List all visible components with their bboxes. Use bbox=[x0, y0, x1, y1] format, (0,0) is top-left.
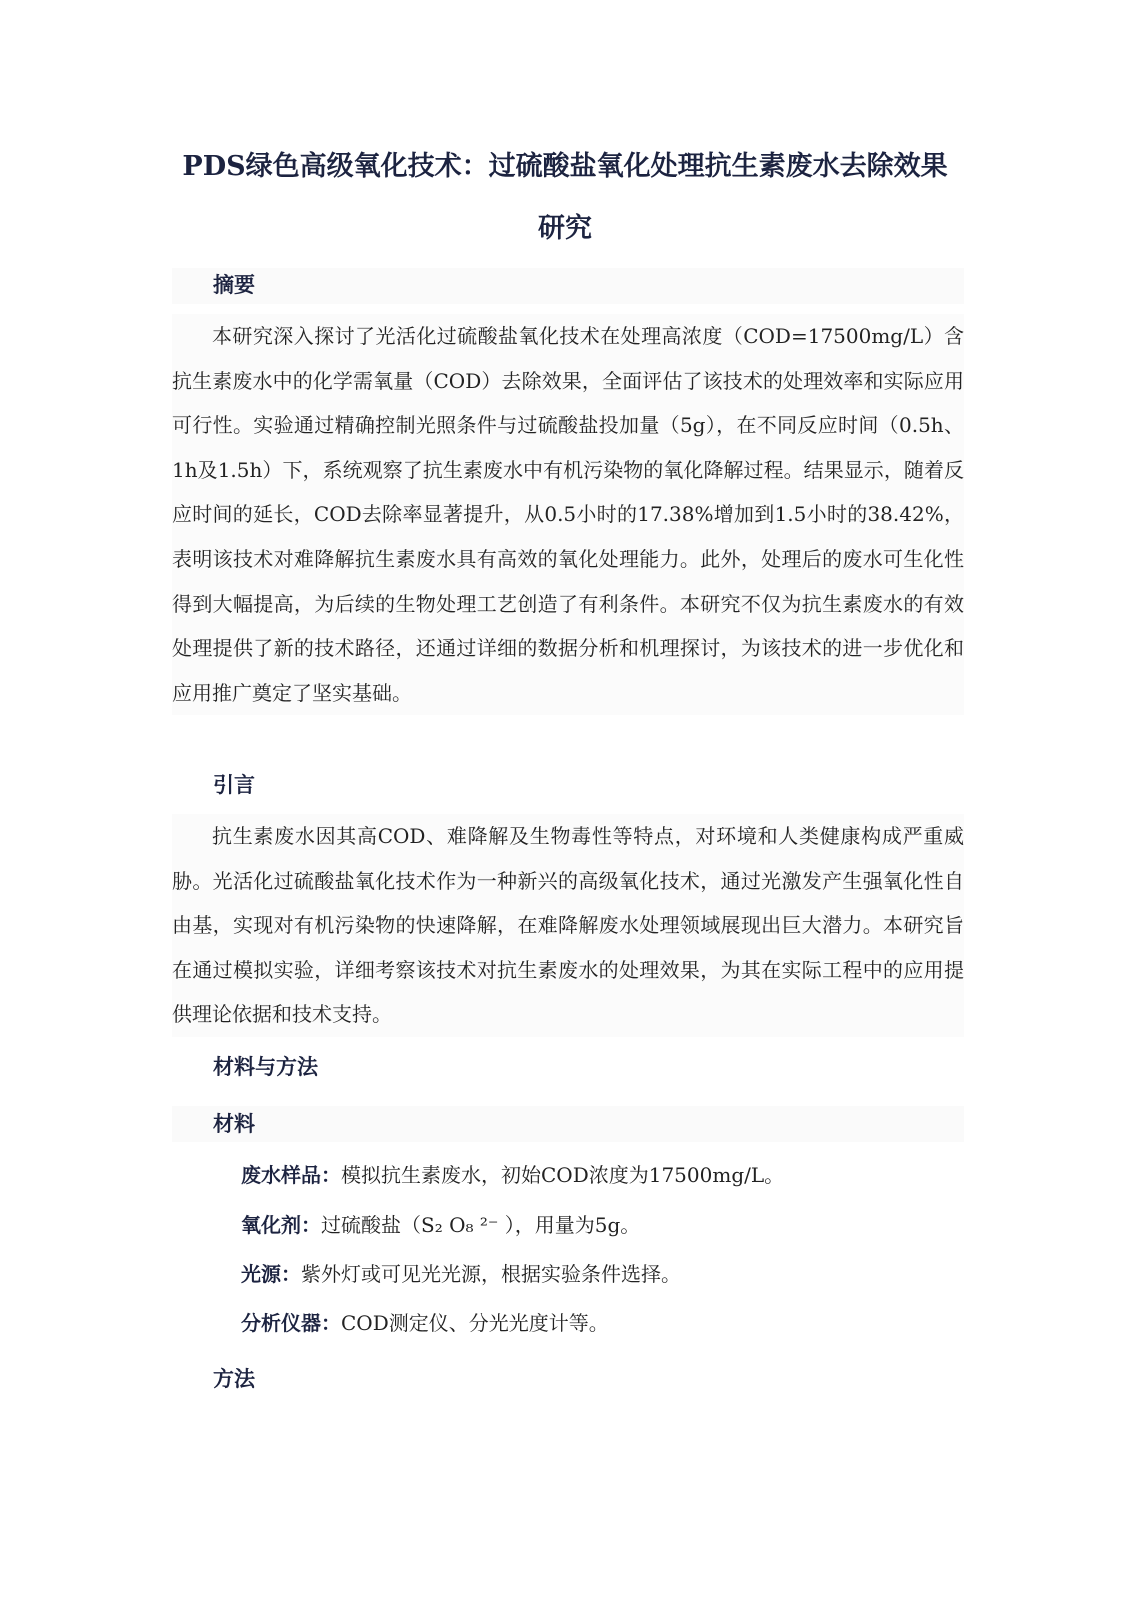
material-item-wastewater bbox=[241, 1160, 784, 1190]
material-item-oxidant bbox=[241, 1210, 640, 1240]
material-item-instruments bbox=[241, 1308, 609, 1338]
material-value: 模拟抗生素废水，初始COD浓度为17500mg/L。 bbox=[341, 1163, 785, 1187]
materials-heading-shade bbox=[172, 1106, 964, 1142]
method-heading: 方法 bbox=[213, 1366, 255, 1391]
material-key: 分析仪器： bbox=[241, 1311, 341, 1335]
materials-heading: 材料 bbox=[213, 1111, 255, 1136]
document-title: PDS绿色高级氧化技术：过硫酸盐氧化处理抗生素废水去除效果研究 bbox=[182, 151, 948, 244]
material-key: 废水样品： bbox=[241, 1163, 341, 1187]
abstract-heading: 摘要 bbox=[213, 272, 255, 297]
abstract-heading-shade bbox=[172, 268, 964, 304]
introduction-paragraph: 抗生素废水因其高COD、难降解及生物毒性等特点，对环境和人类健康构成严重威胁。光活化过硫酸盐氧化技术作为一种新兴的高级氧化技术，通过光激发产生强氧化性自由基，实现对有机污染物的快速降解，在难降解废水处理领域展现出巨大潜力。本研究旨在通过模拟实验，详细考察该技术对抗生素废水的处理效果，为其在实际工程中的应用提供理论依据和技术支持。 bbox=[172, 814, 964, 1037]
material-key: 光源： bbox=[241, 1262, 301, 1286]
material-key: 氧化剂： bbox=[241, 1213, 321, 1237]
material-value: COD测定仪、分光光度计等。 bbox=[341, 1311, 609, 1335]
material-value: 过硫酸盐（S₂ O₈ ²⁻ ），用量为5g。 bbox=[321, 1213, 641, 1237]
materials-methods-heading: 材料与方法 bbox=[213, 1054, 318, 1079]
abstract-paragraph: 本研究深入探讨了光活化过硫酸盐氧化技术在处理高浓度（COD=17500mg/L）含抗生素废水中的化学需氧量（COD）去除效果，全面评估了该技术的处理效率和实际应用可行性。实验通过精确控制光照条件与过硫酸盐投加量（5g），在不同反应时间（0.5h、1h及1.5h）下，系统观察了抗生素废水中有机污染物的氧化降解过程。结果显示，随着反应时间的延长，COD去除率显著提升，从0.5小时的17.38%增加到1.5小时的38.42%，表明该技术对难降解抗生素废水具有高效的氧化处理能力。此外，处理后的废水可生化性得到大幅提高，为后续的生物处理工艺创造了有利条件。本研究不仅为抗生素废水的有效处理提供了新的技术路径，还通过详细的数据分析和机理探讨，为该技术的进一步优化和应用推广奠定了坚实基础。 bbox=[172, 314, 964, 715]
material-item-light-source bbox=[241, 1259, 681, 1289]
material-value: 紫外灯或可见光光源，根据实验条件选择。 bbox=[301, 1262, 681, 1286]
introduction-heading: 引言 bbox=[213, 772, 255, 797]
